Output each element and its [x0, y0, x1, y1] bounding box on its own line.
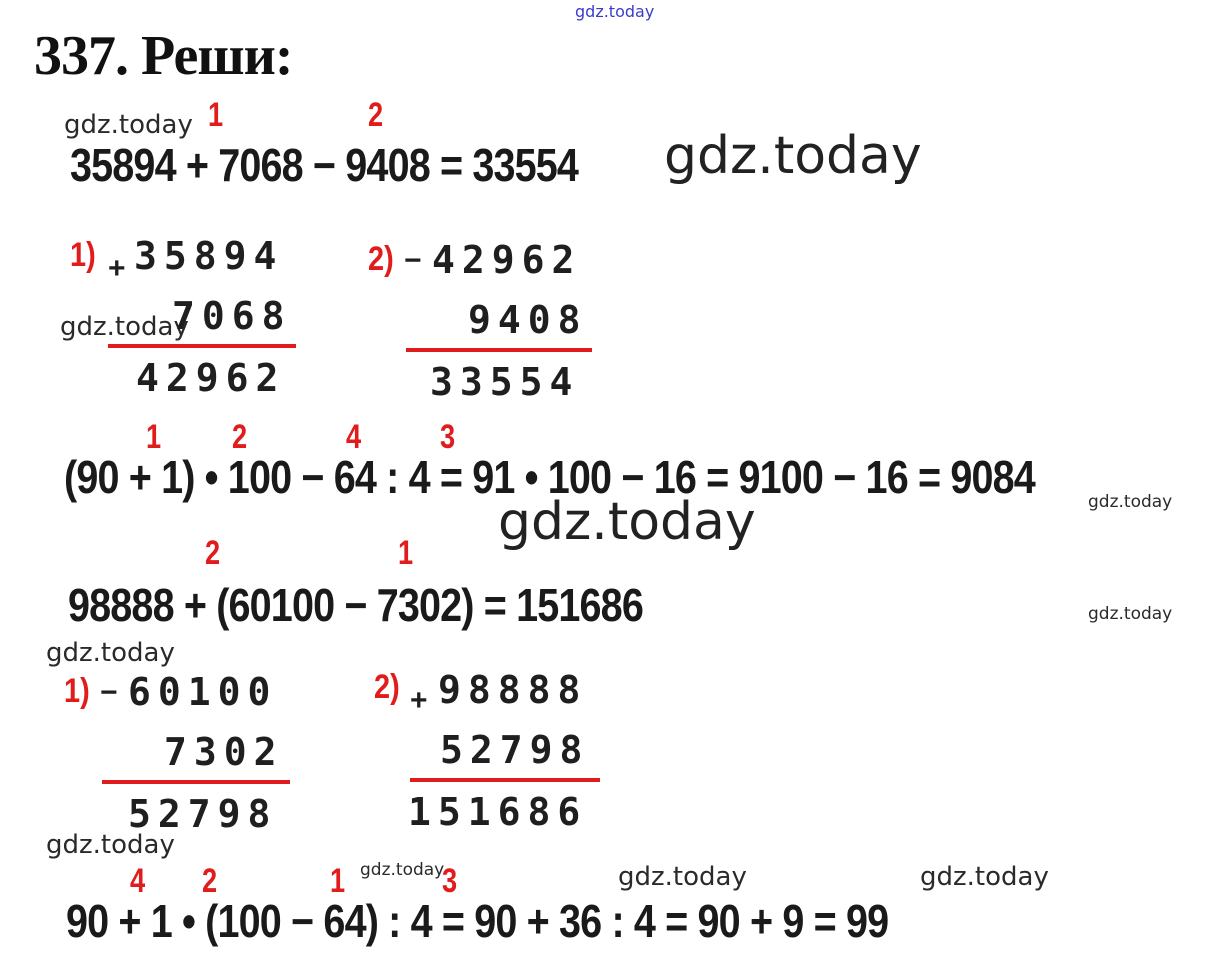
watermark: gdz.today: [664, 126, 922, 186]
page-title: 337. Реши:: [34, 25, 293, 87]
step-label: 1): [70, 236, 96, 274]
plus-sign: +: [410, 684, 428, 717]
order-number: 4: [346, 418, 362, 456]
result: 151686: [408, 790, 588, 834]
operand-bottom: 52798: [440, 728, 590, 772]
expression-4: 90 + 1 • (100 − 64) : 4 = 90 + 36 : 4 = 90 + 9 = 99: [66, 895, 889, 947]
operand-bottom: 9408: [468, 298, 588, 342]
step-label: 2): [374, 668, 400, 706]
watermark: gdz.today: [46, 638, 175, 668]
operand-top: 60100: [128, 670, 278, 714]
order-number: 1: [330, 862, 346, 900]
order-number: 3: [440, 418, 456, 456]
operand-top: 98888: [438, 668, 588, 712]
order-number: 2: [368, 96, 384, 134]
watermark: gdz.today: [360, 860, 445, 880]
order-number: 1: [208, 96, 224, 134]
watermark: gdz.today: [64, 110, 193, 140]
step-label: 2): [368, 240, 394, 278]
order-number: 4: [130, 862, 146, 900]
watermark: gdz.today: [1088, 492, 1173, 512]
order-number: 2: [205, 534, 221, 572]
order-number: 3: [442, 862, 458, 900]
watermark: gdz.today: [498, 492, 756, 552]
result: 42962: [136, 356, 286, 400]
watermark: gdz.today: [618, 862, 747, 892]
step-label: 1): [64, 672, 90, 710]
operand-top: 35894: [134, 234, 284, 278]
expression-1: 35894 + 7068 − 9408 = 33554: [70, 139, 579, 191]
minus-sign: −: [404, 244, 422, 277]
plus-sign: +: [108, 252, 126, 285]
order-number: 2: [232, 418, 248, 456]
watermark: gdz.today: [920, 862, 1049, 892]
result-line: [406, 348, 592, 352]
expression-3: 98888 + (60100 − 7302) = 151686: [68, 579, 643, 631]
operand-top: 42962: [432, 238, 582, 282]
result-line: [102, 780, 290, 784]
order-number: 1: [146, 418, 162, 456]
operand-bottom: 7068: [172, 294, 292, 338]
result: 33554: [430, 360, 580, 404]
watermark: gdz.today: [1088, 604, 1173, 624]
order-number: 2: [202, 862, 218, 900]
result: 52798: [128, 792, 278, 836]
minus-sign: −: [100, 676, 118, 709]
order-number: 1: [398, 534, 414, 572]
watermark: gdz.today: [46, 830, 175, 860]
result-line: [410, 778, 600, 782]
watermark-top: gdz.today: [575, 2, 655, 21]
expression-2: (90 + 1) • 100 − 64 : 4 = 91 • 100 − 16 = 9100 − 16 = 9084: [64, 451, 1035, 503]
result-line: [108, 344, 296, 348]
operand-bottom: 7302: [164, 730, 284, 774]
watermark: gdz.today: [60, 312, 189, 342]
